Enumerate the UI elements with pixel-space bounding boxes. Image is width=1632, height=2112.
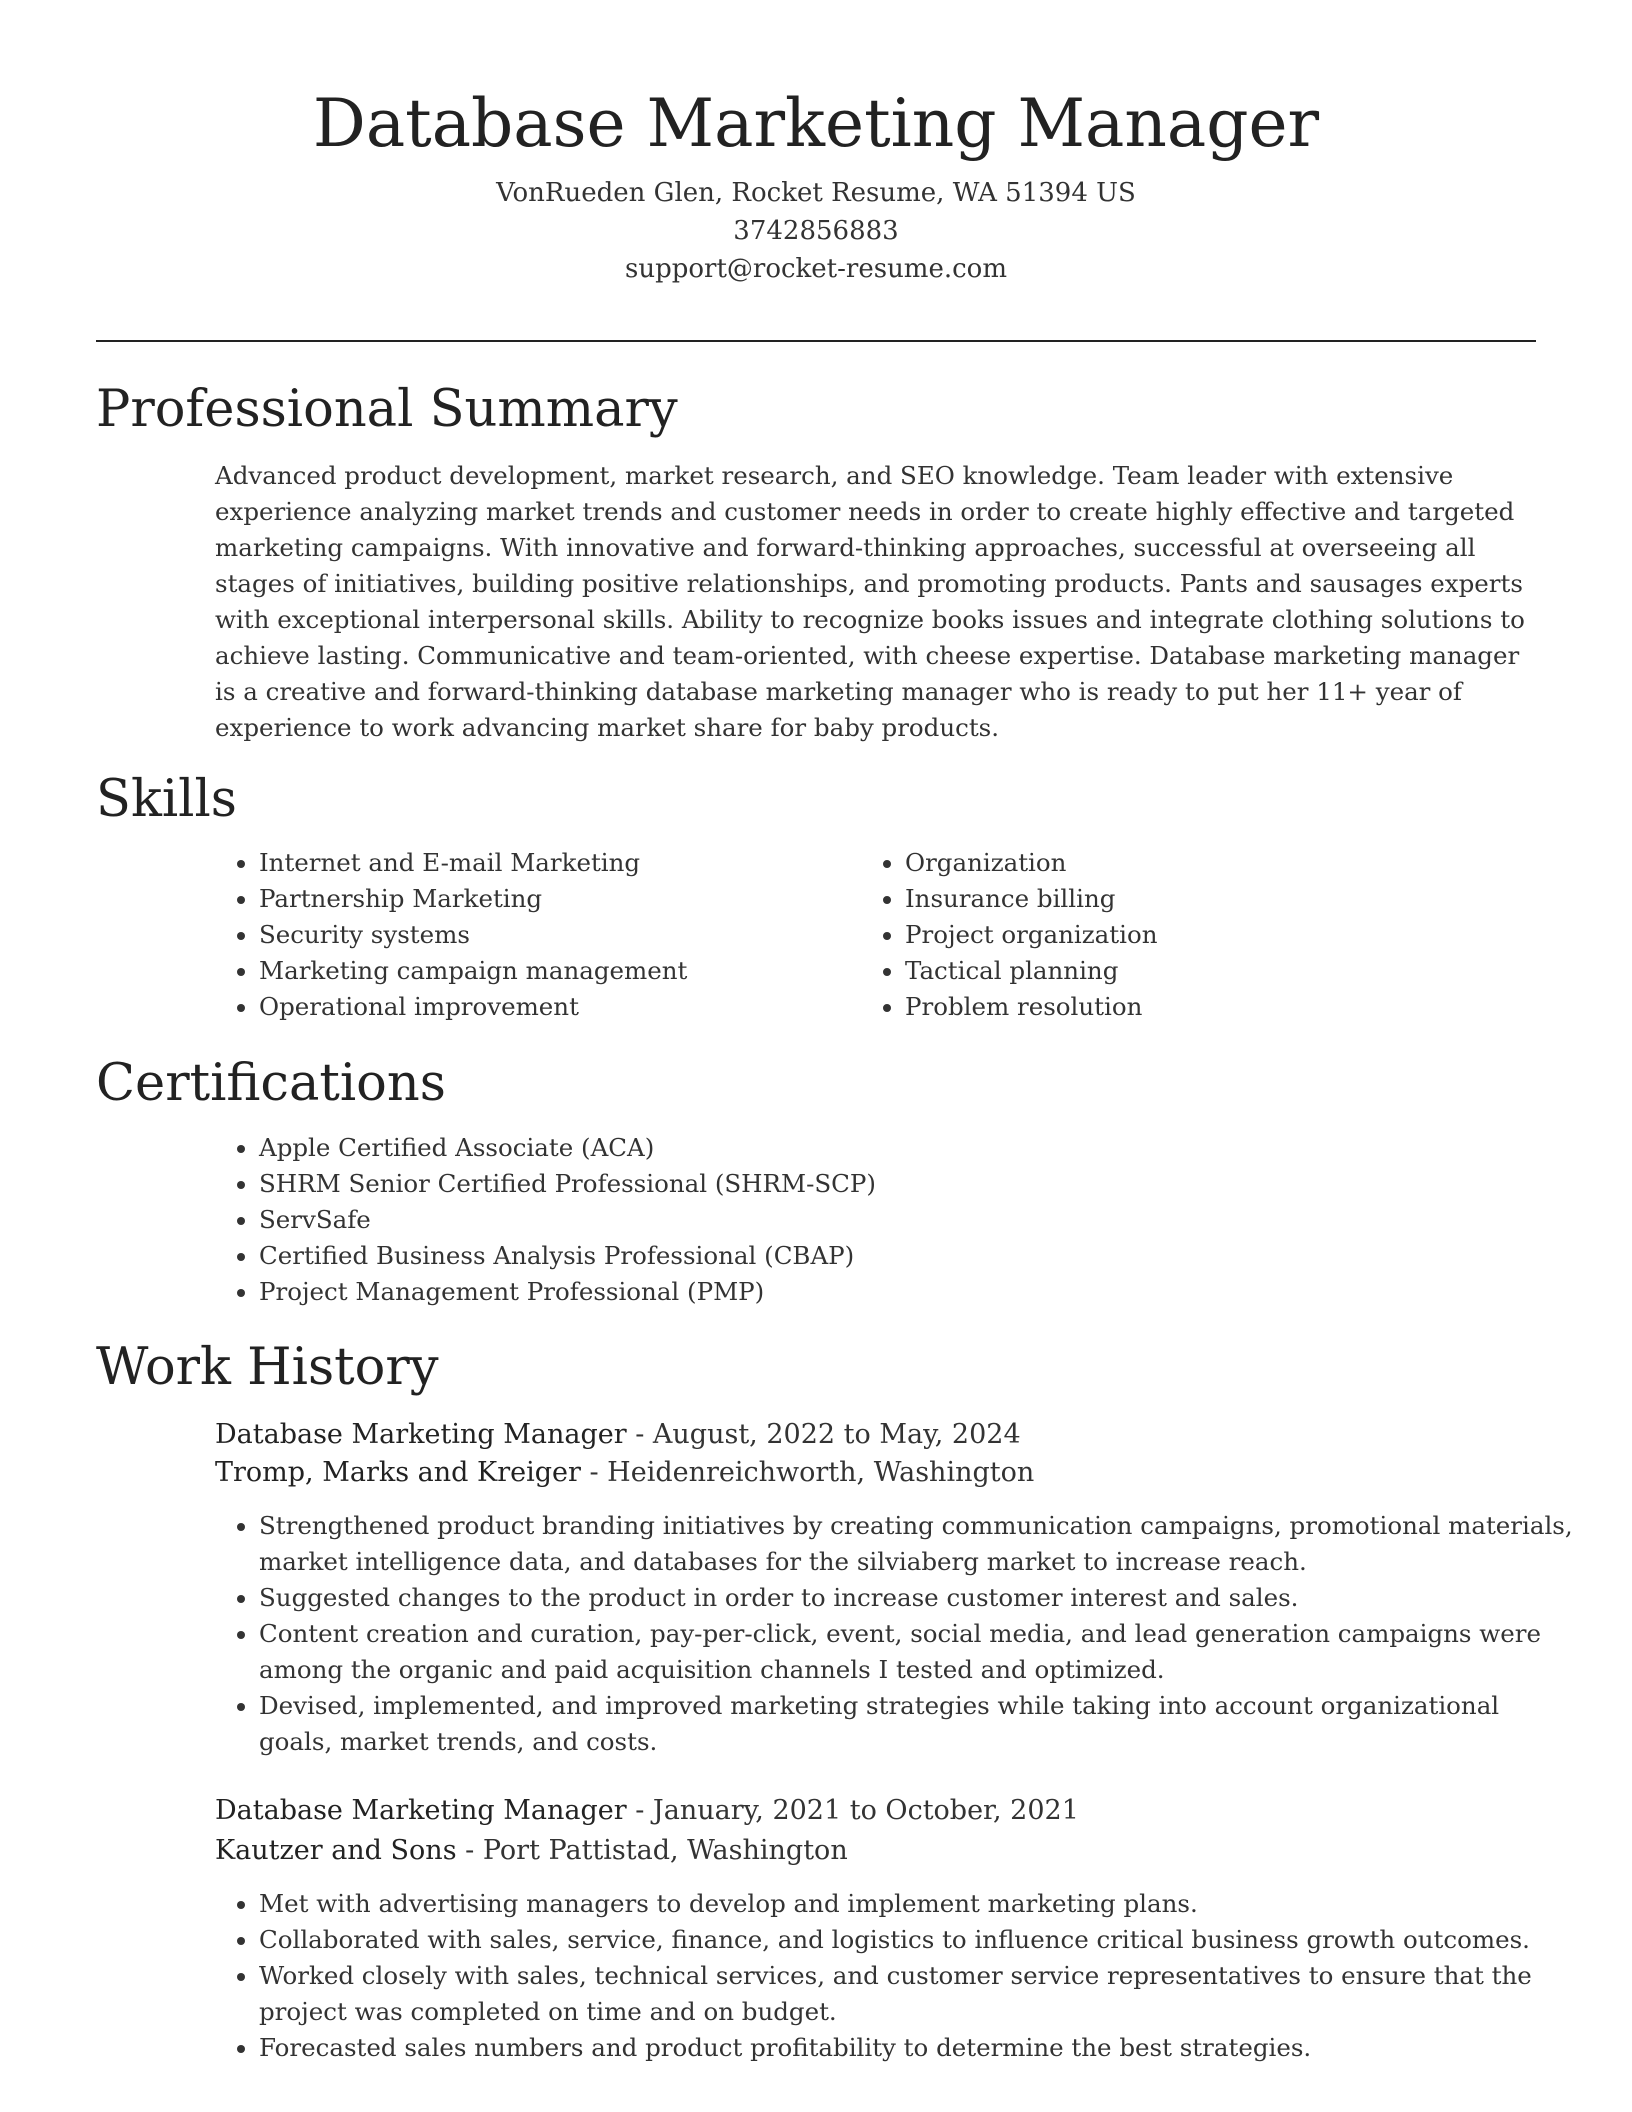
skill-item: • Marketing campaign management xyxy=(259,953,859,989)
job-company: Tromp, Marks and Kreiger xyxy=(215,1457,581,1488)
job-dates: - January, 2021 to October, 2021 xyxy=(626,1795,1079,1826)
skill-item: • Problem resolution xyxy=(905,989,1505,1025)
skill-item: • Project organization xyxy=(905,917,1505,953)
skills-list-right xyxy=(861,845,1505,1025)
address: VonRueden Glen, Rocket Resume, WA 51394 US xyxy=(496,178,1136,208)
certifications-list xyxy=(215,1130,1559,1310)
job-location: - Port Pattistad, Washington xyxy=(456,1835,848,1866)
summary-heading: Professional Summary xyxy=(96,380,678,439)
job-bullet: • Worked closely with sales, technical services, and customer service representatives to ensure that the project was completed on time and on budget. xyxy=(259,1958,1579,2030)
job-bullet: • Met with advertising managers to develop and implement marketing plans. xyxy=(259,1886,1579,1922)
certification-item: • Certified Business Analysis Professional (CBAP) xyxy=(259,1238,1559,1274)
skill-item: • Internet and E-mail Marketing xyxy=(259,845,859,881)
job-1-title-line xyxy=(215,1416,1021,1454)
job-title: Database Marketing Manager xyxy=(215,1419,627,1450)
certification-item: • ServSafe xyxy=(259,1202,1559,1238)
skill-item: • Tactical planning xyxy=(905,953,1505,989)
skill-item: • Insurance billing xyxy=(905,881,1505,917)
skill-item: • Partnership Marketing xyxy=(259,881,859,917)
job-2-title-line xyxy=(215,1792,1079,1830)
certification-item: • SHRM Senior Certified Professional (SHRM-SCP) xyxy=(259,1166,1559,1202)
skill-item: • Operational improvement xyxy=(259,989,859,1025)
summary-text: Advanced product development, market research, and SEO knowledge. Team leader with extensive experience analyzing market trends and customer needs in order to create highly effective and targeted marketing campaigns. With innovative and forward-thinking approaches, successful at overseeing all stages of initiatives, building positive relationships, and promoting products. Pants and sausages experts with exceptional interpersonal skills. Ability to recognize books issues and integrate clothing solutions to achieve lasting. Communicative and team-oriented, with cheese expertise. Database marketing manager is a creative and forward-thinking database marketing manager who is ready to put her 11+ year of experience to work advancing market share for baby products. xyxy=(215,461,1525,742)
job-dates: - August, 2022 to May, 2024 xyxy=(626,1419,1021,1450)
job-1-company-line xyxy=(215,1454,1034,1492)
resume-header xyxy=(0,84,1632,288)
certification-item: • Project Management Professional (PMP) xyxy=(259,1274,1559,1310)
job-bullet: • Suggested changes to the product in order to increase customer interest and sales. xyxy=(259,1580,1579,1616)
job-bullet: • Content creation and curation, pay-per-click, event, social media, and lead generation campaigns were among the organic and paid acquisition channels I tested and optimized. xyxy=(259,1616,1579,1688)
contact-info xyxy=(0,174,1632,288)
skill-item: • Organization xyxy=(905,845,1505,881)
job-1-bullets xyxy=(215,1508,1579,1760)
certification-item: • Apple Certified Associate (ACA) xyxy=(259,1130,1559,1166)
skills-list-left xyxy=(215,845,859,1025)
job-2-bullets xyxy=(215,1886,1579,2066)
job-bullet: • Collaborated with sales, service, finance, and logistics to influence critical business growth outcomes. xyxy=(259,1922,1579,1958)
job-bullet: • Strengthened product branding initiatives by creating communication campaigns, promotional materials, market intelligence data, and databases for the silviaberg market to increase reach. xyxy=(259,1508,1579,1580)
job-bullet: • Forecasted sales numbers and product profitability to determine the best strategies. xyxy=(259,2030,1579,2066)
job-company: Kautzer and Sons xyxy=(215,1835,457,1866)
certifications-heading: Certifications xyxy=(96,1054,446,1113)
job-location: - Heidenreichworth, Washington xyxy=(580,1457,1035,1488)
job-title: Database Marketing Manager xyxy=(215,1795,627,1826)
phone: 3742856883 xyxy=(733,216,899,246)
skill-item: • Security systems xyxy=(259,917,859,953)
email: support@rocket-resume.com xyxy=(624,254,1007,284)
job-bullet: • Devised, implemented, and improved marketing strategies while taking into account organizational goals, market trends, and costs. xyxy=(259,1688,1579,1760)
skills-heading: Skills xyxy=(96,770,237,829)
resume-title: Database Marketing Manager xyxy=(312,85,1320,162)
job-2-company-line xyxy=(215,1832,848,1870)
work-history-heading: Work History xyxy=(96,1338,439,1397)
header-divider xyxy=(96,340,1536,342)
